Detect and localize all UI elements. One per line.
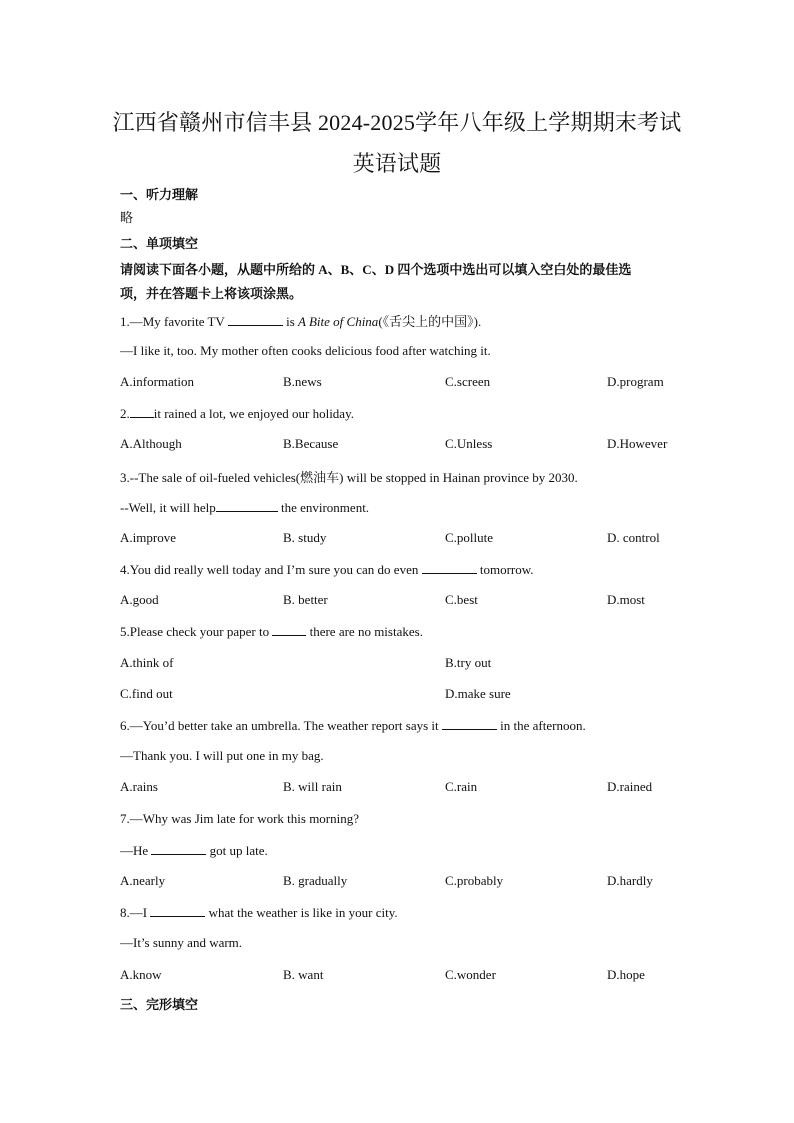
q4-text-b: tomorrow. <box>479 562 534 577</box>
question-4 <box>120 561 534 578</box>
answer-blank <box>216 499 278 512</box>
q5-option-b: B.try out <box>445 655 492 670</box>
q5-text-b: there are no mistakes. <box>309 624 423 639</box>
answer-blank <box>442 717 497 730</box>
q4-text-a: 4.You did really well today and I’m sure you can do even <box>120 562 419 577</box>
q2-text-a: 2. <box>120 406 130 421</box>
question-2 <box>120 405 354 422</box>
q1-text-a: 1.—My favorite TV <box>120 314 225 329</box>
q3-text-a: --Well, it will help <box>120 500 216 515</box>
q5-text-a: 5.Please check your paper to <box>120 624 270 639</box>
q8-reply: —It’s sunny and warm. <box>120 935 243 950</box>
q8-option-d: D.hope <box>607 967 645 982</box>
q3-reply <box>120 499 369 516</box>
q1-text-d: (《舌尖上的中国》). <box>378 314 482 329</box>
q6-reply: —Thank you. I will put one in my bag. <box>120 748 324 763</box>
q8-option-c: C.wonder <box>445 967 496 982</box>
instructions-line2: 项，并在答题卡上将该项涂黑。 <box>120 286 303 301</box>
q2-option-c: C.Unless <box>445 436 493 451</box>
answer-blank <box>228 313 283 326</box>
q6-option-d: D.rained <box>607 779 653 794</box>
q7-option-a: A.nearly <box>120 873 166 888</box>
answer-blank <box>130 405 154 418</box>
q1-title: A Bite of China <box>298 314 379 329</box>
q6-option-b: B. will rain <box>283 779 342 794</box>
q3-option-a: A.improve <box>120 530 176 545</box>
section-body-listening: 略 <box>120 210 134 225</box>
q5-option-a: A.think of <box>120 655 174 670</box>
q3-option-c: C.pollute <box>445 530 494 545</box>
question-3: 3.--The sale of oil-fueled vehicles(燃油车) will be stopped in Hainan province by 2030. <box>120 470 578 485</box>
q1-option-d: D.program <box>607 374 664 389</box>
q7-option-b: B. gradually <box>283 873 348 888</box>
q6-text-b: in the afternoon. <box>500 718 586 733</box>
doc-title-line2: 英语试题 <box>352 151 442 176</box>
q1-option-b: B.news <box>283 374 322 389</box>
q3-option-b: B. study <box>283 530 327 545</box>
q5-option-d: D.make sure <box>445 686 511 701</box>
q5-option-c: C.find out <box>120 686 173 701</box>
question-5 <box>120 623 423 640</box>
answer-blank <box>272 623 306 636</box>
q1-option-a: A.information <box>120 374 195 389</box>
q6-option-a: A.rains <box>120 779 158 794</box>
q8-text-b: what the weather is like in your city. <box>208 905 398 920</box>
q6-text-a: 6.—You’d better take an umbrella. The weather report says it <box>120 718 439 733</box>
question-8 <box>120 904 398 921</box>
question-7: 7.—Why was Jim late for work this morning? <box>120 811 360 826</box>
question-6 <box>120 717 586 734</box>
q4-option-d: D.most <box>607 592 645 607</box>
section-heading-listening: 一、听力理解 <box>120 187 199 202</box>
answer-blank <box>150 904 205 917</box>
q3-option-d: D. control <box>607 530 660 545</box>
q6-option-c: C.rain <box>445 779 478 794</box>
section-heading-cloze: 三、完形填空 <box>120 997 199 1012</box>
question-1 <box>120 311 481 330</box>
q7-option-d: D.hardly <box>607 873 653 888</box>
q7-option-c: C.probably <box>445 873 504 888</box>
q8-text-a: 8.—I <box>120 905 148 920</box>
section-heading-single-choice: 二、单项填空 <box>120 236 199 251</box>
q7-text-a: —He <box>120 843 149 858</box>
q8-option-b: B. want <box>283 967 324 982</box>
answer-blank <box>422 561 477 574</box>
q7-reply <box>120 842 268 859</box>
q4-option-c: C.best <box>445 592 478 607</box>
q2-option-d: D.However <box>607 436 668 451</box>
q8-option-a: A.know <box>120 967 162 982</box>
q1-reply: —I like it, too. My mother often cooks delicious food after watching it. <box>120 343 491 358</box>
answer-blank <box>151 842 206 855</box>
q3-text-b: the environment. <box>277 500 370 515</box>
q1-text-b: is <box>286 314 295 329</box>
q2-text-b: it rained a lot, we enjoyed our holiday. <box>153 406 354 421</box>
doc-title-line1: 江西省赣州市信丰县 2024-2025学年八年级上学期期末考试 <box>112 110 682 135</box>
q4-option-b: B. better <box>283 592 328 607</box>
instructions-line1: 请阅读下面各小题，从题中所给的 A、B、C、D 四个选项中选出可以填入空白处的最佳选 <box>120 262 632 277</box>
q7-text-b: got up late. <box>209 843 268 858</box>
q1-option-c: C.screen <box>445 374 491 389</box>
q4-option-a: A.good <box>120 592 159 607</box>
q2-option-a: A.Although <box>120 436 182 451</box>
q2-option-b: B.Because <box>283 436 339 451</box>
